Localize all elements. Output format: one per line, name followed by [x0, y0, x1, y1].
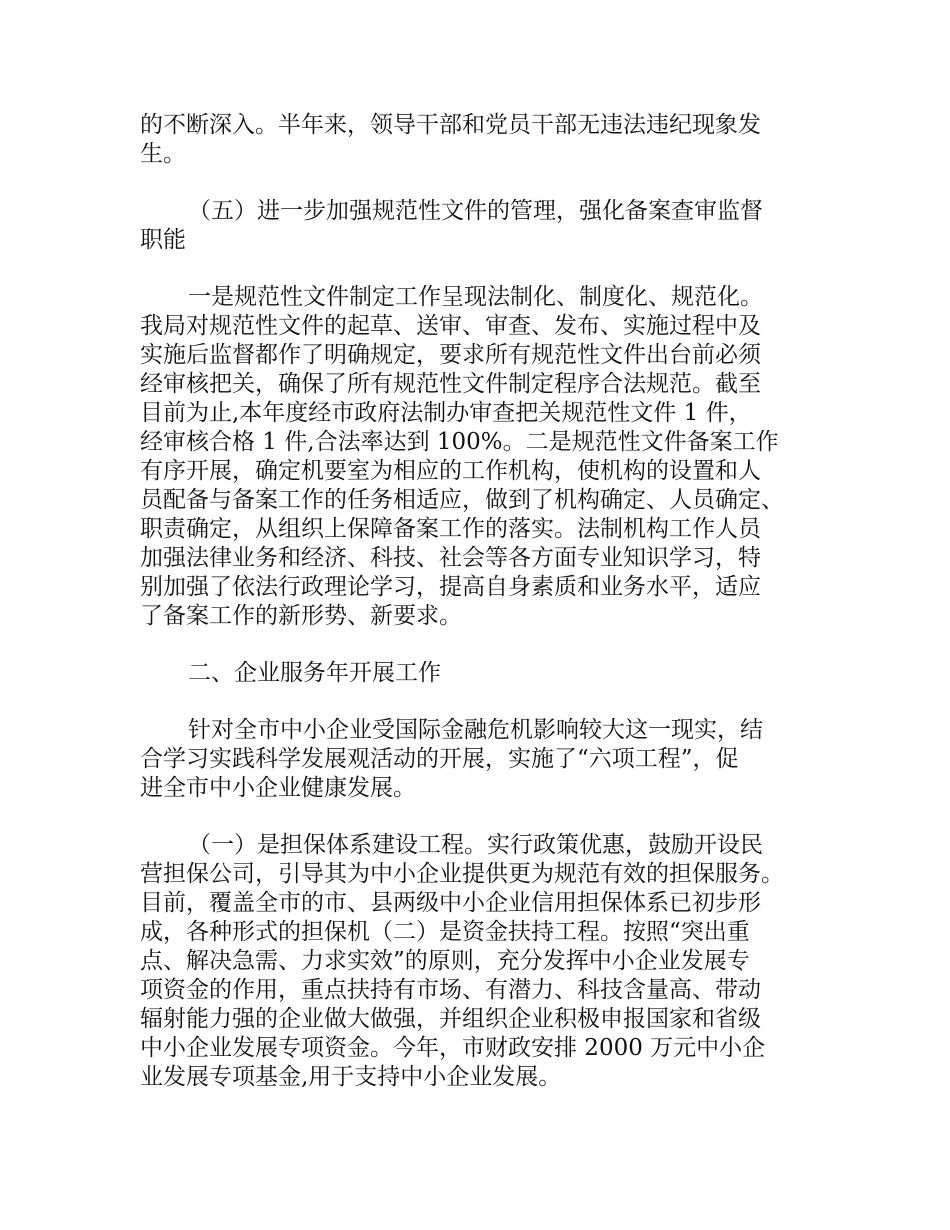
- text-line: 我局对规范性文件的起草、送审、审查、发布、实施过程中及: [140, 313, 761, 339]
- text-line: 的不断深入。半年来，领导干部和党员干部无违法违纪现象发: [140, 112, 761, 138]
- text-line: 点、解决急需、力求实效”的原则，充分发挥中小企业发展专: [140, 948, 750, 974]
- text-line: 经审核合格 1 件,合法率达到 100%。二是规范性文件备案工作: [140, 429, 779, 455]
- text-line: 进全市中小企业健康发展。: [140, 775, 416, 801]
- text-line: 员配备与备案工作的任务相适应，做到了机构确定、人员确定、: [140, 487, 784, 513]
- text-line: 营担保公司，引导其为中小企业提供更为规范有效的担保服务。: [140, 861, 784, 887]
- text-line: 目前，覆盖全市的市、县两级中小企业信用担保体系已初步形: [140, 890, 761, 916]
- paragraph: [140, 111, 825, 169]
- text-line: 一是规范性文件制定工作呈现法制化、制度化、规范化。: [188, 284, 763, 310]
- paragraph-gap: [140, 169, 825, 197]
- text-line: 经审核把关，确保了所有规范性文件制定程序合法规范。截至: [140, 371, 761, 397]
- text-line: 项资金的作用，重点扶持有市场、有潜力、科技含量高、带动: [140, 977, 761, 1003]
- text-line: 合学习实践科学发展观活动的开展，实施了“六项工程”，促: [140, 746, 739, 772]
- text-line: 职能: [140, 227, 186, 253]
- text-line: 了备案工作的新形势、新要求。: [140, 603, 462, 629]
- text-line: 别加强了依法行政理论学习，提高自身素质和业务水平，适应: [140, 574, 761, 600]
- text-line: 业发展专项基金,用于支持中小企业发展。: [140, 1064, 562, 1090]
- text-line: 针对全市中小企业受国际金融危机影响较大这一现实，结: [188, 717, 763, 743]
- text-line: （五）进一步加强规范性文件的管理，强化备案查审监督: [188, 198, 763, 224]
- text-line: 职责确定，从组织上保障备案工作的落实。法制机构工作人员: [140, 516, 761, 542]
- document-body: [140, 111, 825, 1092]
- paragraph-gap: [140, 631, 825, 659]
- paragraph: [140, 283, 825, 631]
- text-line: 辐射能力强的企业做大做强，并组织企业积极申报国家和省级: [140, 1006, 761, 1032]
- paragraph: [140, 716, 825, 803]
- text-line: 有序开展，确定机要室为相应的工作机构，使机构的设置和人: [140, 458, 761, 484]
- paragraph: [140, 197, 825, 255]
- text-line: （一）是担保体系建设工程。实行政策优惠，鼓励开设民: [188, 832, 763, 858]
- paragraph: [140, 831, 825, 1092]
- text-line: 目前为止,本年度经市政府法制办审查把关规范性文件 1 件，: [140, 400, 752, 426]
- text-line: 中小企业发展专项资金。今年，市财政安排 2000 万元中小企: [140, 1035, 766, 1061]
- paragraph-gap: [140, 688, 825, 716]
- text-line: 二、企业服务年开展工作: [188, 660, 441, 686]
- paragraph: [140, 659, 825, 688]
- paragraph-gap: [140, 255, 825, 283]
- text-line: 生。: [140, 141, 186, 167]
- paragraph-gap: [140, 803, 825, 831]
- text-line: 实施后监督都作了明确规定，要求所有规范性文件出台前必须: [140, 342, 761, 368]
- text-line: 加强法律业务和经济、科技、社会等各方面专业知识学习，特: [140, 545, 761, 571]
- text-line: 成，各种形式的担保机（二）是资金扶持工程。按照“突出重: [140, 919, 750, 945]
